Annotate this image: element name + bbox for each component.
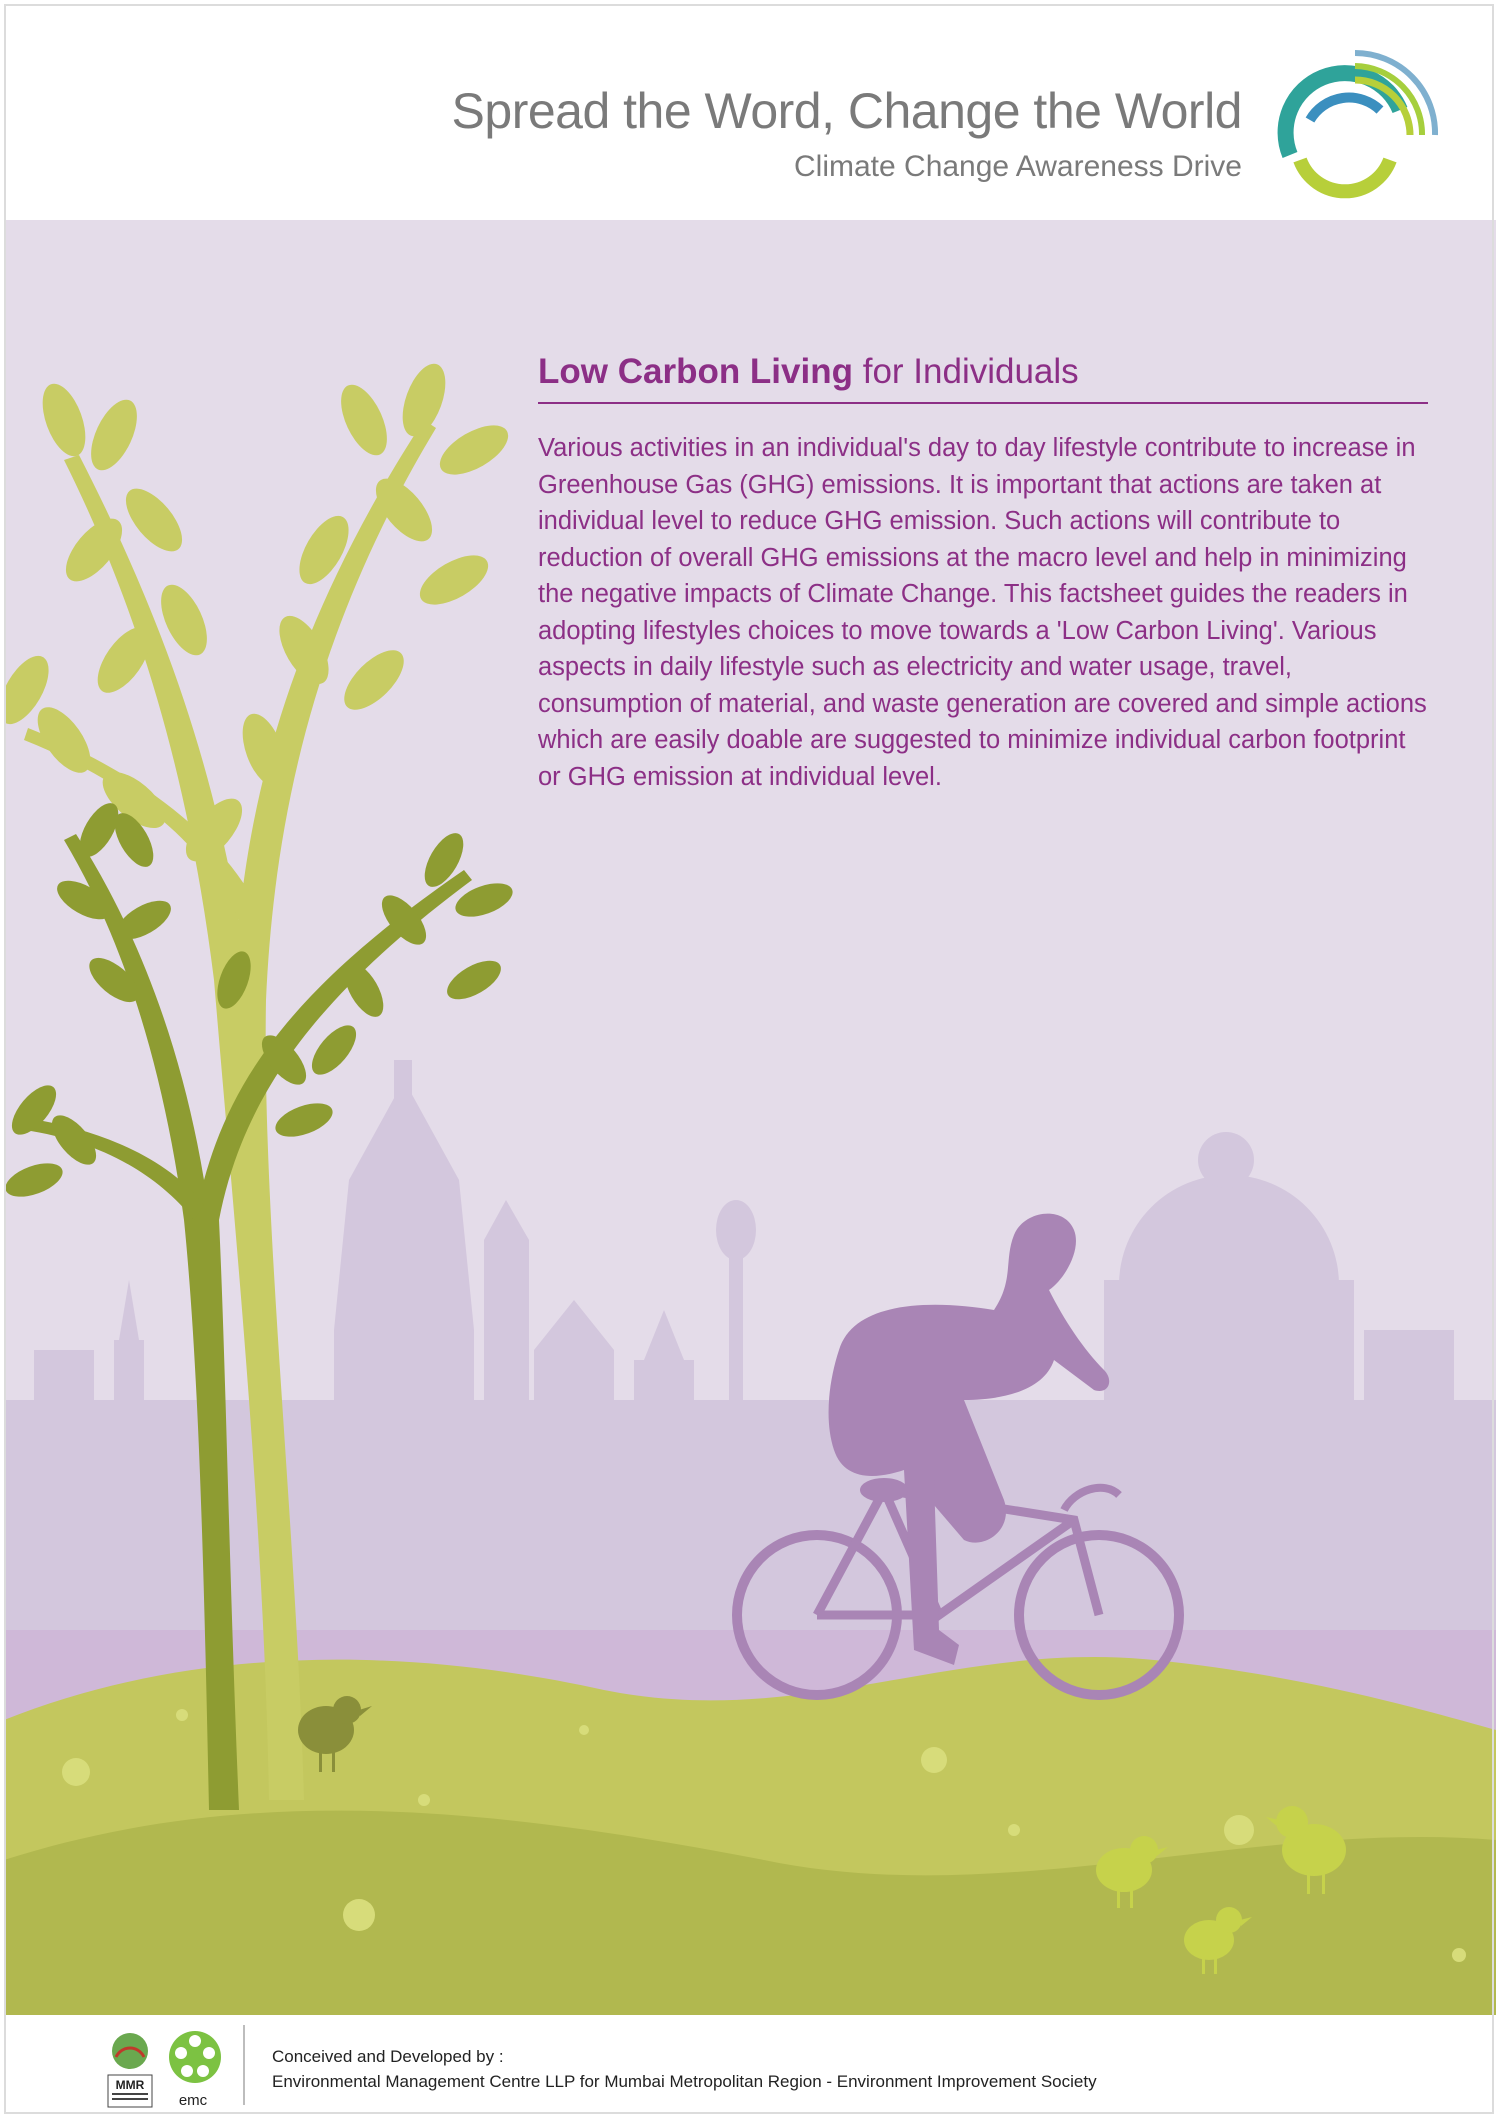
emc-logo-text: emc: [178, 2092, 208, 2109]
tagline: Spread the Word, Change the World: [451, 83, 1242, 139]
article-body: Various activities in an individual's day to day lifestyle contribute to increase in Greenhouse Gas (GHG) emissions. It is important that actions are taken at individual level to reduce GHG emission. Such actions will contribute to reduction of overall GHG emissions at the macro level and help in minimizing the negative impacts of Climate Change. This factsheet guides the readers in adopting lifestyles choices to move towards a 'Low Carbon Living'. Various aspects in daily lifestyle such as electricity and water usage, travel, consumption of material, and waste generation are covered and simple actions which are easily doable are suggested to minimize individual carbon footprint or GHG emission at individual level.: [538, 434, 1427, 791]
page-border: [4, 4, 1494, 2114]
article-title-rest: for Individuals: [862, 352, 1079, 391]
article-title-bold: Low Carbon Living: [538, 352, 853, 391]
subtitle: Climate Change Awareness Drive: [794, 150, 1242, 183]
credit-label: Conceived and Developed by :: [272, 2047, 504, 2066]
credit-text: Environmental Management Centre LLP for Mumbai Metropolitan Region - Environment Improvement Society: [272, 2072, 1097, 2091]
mmr-logo-text: MMR: [115, 2078, 145, 2092]
